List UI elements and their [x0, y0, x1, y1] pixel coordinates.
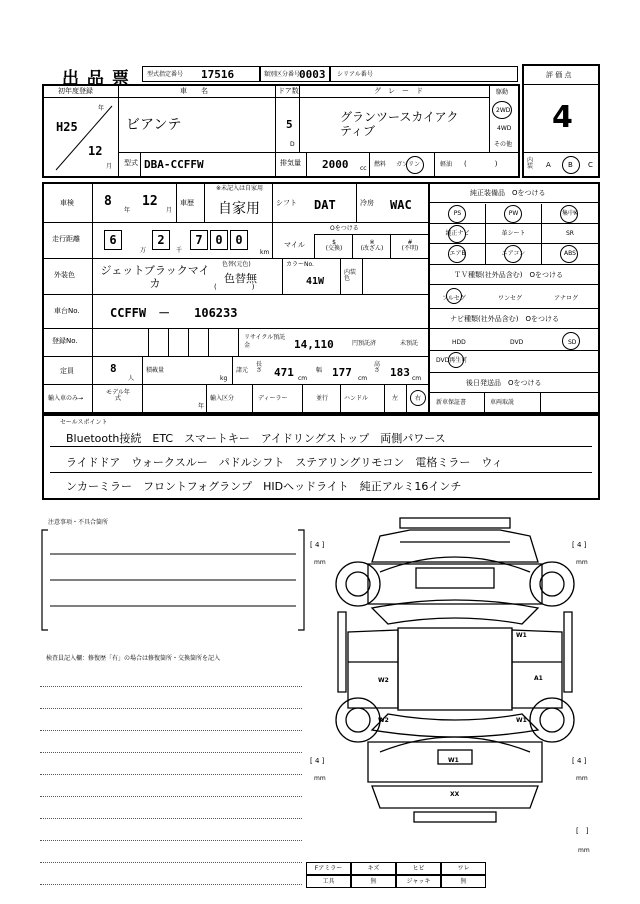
equipment-item: 集中K: [542, 204, 598, 224]
inspector-line: [40, 796, 302, 797]
damage-table-header: Fアミラー: [306, 862, 351, 875]
color-value: ジェットブラックマイカ: [100, 264, 210, 290]
damage-table-cell: 工具: [306, 875, 351, 888]
equipment-item: 革シート: [486, 224, 542, 244]
sales-line-1: Bluetooth接続 ETC スマートキー アイドリングストップ 両側パワース: [66, 432, 446, 445]
mileage-digit: 6: [104, 230, 122, 250]
score-box: 評 価 点 4 内装 A B C: [522, 64, 600, 178]
inspector-line: [40, 730, 302, 731]
class-box: 類別区分番号 0003: [260, 66, 330, 82]
mark-left-door: W2: [378, 677, 389, 684]
date-slash: [50, 100, 114, 174]
equipment-item: ABS: [564, 250, 576, 257]
equipment-item: エアB: [430, 244, 486, 264]
model-value: DBA-CCFFW: [144, 158, 204, 171]
inspector-line: [40, 840, 302, 841]
damage-table-cell: ジャッキ: [396, 875, 441, 888]
first-reg-month: 12: [88, 144, 103, 158]
damage-table-header: キズ: [351, 862, 396, 875]
mileage-digit: 0: [230, 230, 248, 250]
inspector-line: [40, 752, 302, 753]
sales-line-3: ンカーミラー フロントフォグランプ HIDヘッドライト 純正アルミ16インチ: [66, 480, 462, 493]
remarks-bracket: [40, 526, 308, 636]
mark-rear-bumper: XX: [450, 791, 460, 798]
equipment-item: PS: [430, 204, 486, 224]
mark-right-rear: W1: [516, 717, 527, 724]
equipment-block: 純正装備品 Oをつける PS PW 集中K 純正ナビ 革シート SR エアB エアコン ABS ＴＶ種類(社外品含む) Oをつける フルセグ ワンセグ アナログ ナビ種類(社外品含む) Oをつける HDD DVD SD DVD再生可 後日発送品 Oをつける 新車保証書 車両取説: [428, 182, 600, 414]
tread-front-left: [ 4 ]: [310, 541, 325, 549]
damage-table-header: ワレ: [441, 862, 486, 875]
sales-line-2: ライドドア ウォークスルー パドルシフト ステアリングリモコン 電格ミラー ウィ: [66, 456, 503, 469]
inspector-line: [40, 818, 302, 819]
mark-rear-glass: W1: [448, 757, 459, 764]
equipment-circle: [504, 245, 522, 263]
registration-block: 初年度登録 H25 年 12 月 車 名 ビアンテ ドア数 5 D グ レ ー ド グランツースカイアクティブ 駆動 2WD 4WD その他 型式 DBA-CCFFW 排気量 2000 cc 燃料 ガソリン 軽油 ( ): [42, 84, 520, 178]
inspector-line: [40, 774, 302, 775]
equipment-item: PW: [486, 204, 542, 224]
sales-point-block: セールスポイント Bluetooth接続 ETC スマートキー アイドリングストップ 両側パワース ライドドア ウォークスルー パドルシフト ステアリングリモコン 電格ミラー ウィ ンカーミラー フロントフォグランプ HIDヘッドライト 純正アルミ16インチ: [42, 414, 600, 500]
equipment-circle: [504, 205, 522, 223]
displacement-value: 2000: [322, 158, 349, 171]
inspector-label: 検査員記入欄：修復歴「有」の場合は修復箇所・交換箇所を記入: [46, 655, 221, 662]
serial-box: シリアル番号: [330, 66, 518, 82]
equipment-circle: [448, 225, 466, 243]
damage-table-cell: 無: [441, 875, 486, 888]
equipment-circle: [448, 245, 466, 263]
inspector-line: [40, 686, 302, 687]
damage-table-cell: 無: [351, 875, 396, 888]
interior-b-circle: [562, 156, 580, 174]
equipment-circle: [560, 245, 578, 263]
form-title: 出 品 票: [62, 69, 130, 89]
interior-c: C: [588, 161, 593, 169]
model-cert-box: 型式指定番号 17516: [142, 66, 260, 82]
inspection-block: 車検 8 年 12 月 車歴 ※未記入は自家用 自家用 シフト DAT 冷房 WAC 走行距離 6 2 7 0 0 万 千 km Oをつける マイル $ (交換) ※ (改ざん) # (不明) 外装色 ジェットブラックマイカ 色替(元色) 色替無 ( ) カラーNo. 41W 内装色 車台No. CCFFW － 106233 登録No. リサイクル預託金 14,110 円預託済 未預託 定員 8 人 積載量 kg 諸元 長さ 471 cm 幅 177 cm 高さ 183 cm 輸入車のみ→ モデル年式 年 輸入区分 ディーラー 並行 ハンドル 左 右: [42, 182, 430, 414]
mark-right-door: A1: [534, 675, 543, 682]
tread-rear-left: [ 4 ]: [310, 757, 325, 765]
damage-table: [306, 862, 486, 890]
tread-front-right: [ 4 ]: [572, 541, 587, 549]
handle-right-circle: [410, 390, 426, 406]
interior-b: B: [568, 161, 573, 169]
doors-value: 5: [286, 118, 293, 131]
score-value: 4: [552, 100, 573, 135]
equipment-circle: [448, 205, 466, 223]
tread-rear-right: [ 4 ]: [572, 757, 587, 765]
dvd-play-circle: [448, 352, 464, 368]
interior-a: A: [546, 161, 551, 169]
mileage-digit: 0: [210, 230, 228, 250]
tread-spare: [ ]: [576, 827, 589, 835]
usage-value: 自家用: [218, 201, 260, 217]
car-body-diagram: [310, 512, 610, 852]
mileage-digit: 7: [190, 230, 208, 250]
tv-fullseg-circle: [446, 288, 462, 304]
inspector-line: [40, 708, 302, 709]
drive-2wd: 2WD: [496, 107, 511, 114]
mark-front-right: W1: [516, 632, 527, 639]
chassis-value: CCFFW － 106233: [110, 306, 238, 320]
inspector-line: [40, 884, 302, 885]
car-name: ビアンテ: [126, 117, 182, 133]
inspector-line: [40, 862, 302, 863]
mark-left-rear: W2: [378, 717, 389, 724]
first-reg-era: H25: [56, 120, 78, 134]
damage-table-header: ヒビ: [396, 862, 441, 875]
equipment-circle: [560, 205, 578, 223]
mileage-digit: 2: [152, 230, 170, 250]
equipment-item: 純正ナビ: [430, 224, 486, 244]
fuel-circle: [406, 156, 424, 174]
navi-sd-circle: [562, 332, 580, 350]
grade-value: グランツースカイアクティブ: [340, 110, 459, 138]
equipment-item: エアコン: [486, 244, 542, 264]
remarks-label: 注意事項・不具合箇所: [48, 519, 109, 526]
drive-2wd-circle: [492, 101, 512, 119]
equipment-item: SR: [542, 224, 598, 244]
